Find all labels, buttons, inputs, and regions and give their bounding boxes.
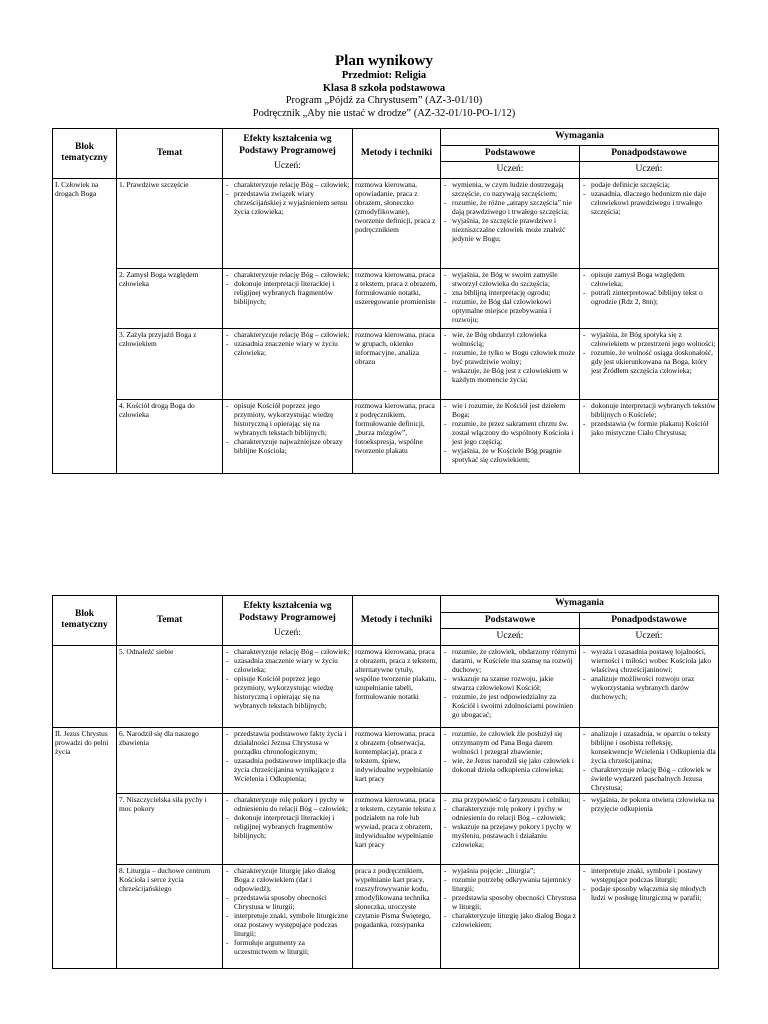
- cell-efekty: [223, 178, 353, 268]
- cell-podstawowe: [441, 645, 580, 727]
- col-header-metody-label: Metody i techniki: [360, 614, 433, 625]
- list-item: - dokonuje interpretacji literackiej i religijnej wybranych fragmentów biblijnych;: [225, 813, 350, 840]
- list-item: - przedstawia sposoby obecności Chrystusa w liturgii;: [225, 893, 350, 911]
- list-item: - formułuje argumenty za uczestnictwem w liturgii;: [225, 938, 350, 956]
- uczen-label: Uczeń:: [635, 164, 663, 175]
- blok-text: II. Jezus Chrystus prowadzi do pełni życia: [55, 728, 109, 756]
- list-item: - przedstawia związek wiary chrześcijańskiej z wyjaśnieniem sensu życia człowieka;: [225, 189, 350, 216]
- list-item: - charakteryzuje relację Bóg – człowiek;: [225, 270, 350, 279]
- temat-text: 7. Niszczycielska siła pychy i moc pokory: [119, 794, 207, 813]
- cell-ponadpodstawowe-list: [582, 866, 716, 902]
- list-item: - rozumie, że człowiek źle posłużył się otrzymanym od Pana Boga darem wolności i przegrał zbawienie;: [443, 729, 577, 756]
- list-item: - przedstawia (w formie plakatu) Kościół jako mistyczne Ciało Chrystusa;: [582, 419, 716, 437]
- list-item: - charakteryzuje relację Bóg – człowiek;: [225, 330, 350, 339]
- plan-table-1: [52, 128, 719, 474]
- cell-efekty: [223, 727, 353, 793]
- col-header-podstawowe: [441, 612, 580, 629]
- uczen-cell: [441, 629, 580, 646]
- col-header-podstawowe-label: Podstawowe: [484, 147, 536, 158]
- table-row: [53, 178, 719, 268]
- cell-ponadpodstawowe-list: [582, 729, 716, 792]
- cell-blok: [53, 645, 117, 727]
- document-title: Plan wynikowy: [335, 53, 433, 69]
- list-item: - dokonuje interpretacji literackiej i religijnej wybranych fragmentów biblijnych;: [225, 279, 350, 306]
- cell-ponadpodstawowe: [580, 399, 719, 473]
- col-header-temat-label: Temat: [156, 614, 183, 625]
- blok-text: I. Człowiek na drogach Boga: [55, 179, 99, 198]
- cell-podstawowe: [441, 864, 580, 968]
- list-item: - charakteryzuje najważniejsze obrazy biblijne Kościoła;: [225, 437, 350, 455]
- cell-ponadpodstawowe-list: [582, 795, 716, 813]
- temat-text: 5. Odnaleźć siebie: [119, 646, 174, 656]
- col-header-wymagania-label: Wymagania: [555, 598, 604, 608]
- col-header-metody: [353, 596, 441, 646]
- list-item: - przedstawia sposoby obecności Chrystusa w liturgii;: [443, 893, 577, 911]
- cell-metody: [353, 727, 441, 793]
- metody-text: rozmowa kierowana, praca w grupach, okienko informacyjne, analiza obrazu: [355, 329, 435, 366]
- cell-podstawowe: [441, 178, 580, 268]
- col-header-podstawowe: [441, 145, 580, 162]
- table-row: [53, 268, 719, 328]
- list-item: - wyjaśnia, że w Kościele Bóg pragnie spotykać się człowiekiem;: [443, 446, 577, 464]
- list-item: - rozumie, że jest odpowiedzialny za Kościół i swoimi zdolnościami powinien go ubogacać;: [443, 692, 577, 719]
- uczen-label: Uczeń:: [274, 161, 301, 172]
- uczen-cell: [580, 162, 719, 179]
- list-item: - opisuje Kościół poprzez jego przymioty, wykorzystując wiedzę historyczną i opierając się na wybranych tekstach biblijnych;: [225, 674, 350, 710]
- class-line: Klasa 8 szkoła podstawowa: [322, 82, 446, 94]
- metody-text: rozmowa kierowana, praca z obrazem (obserwacja, kontemplacja), praca z tekstem, śpiew, indywidualne wypełnianie kart pracy: [355, 728, 435, 783]
- table-row: [53, 645, 719, 727]
- cell-ponadpodstawowe-list: [582, 180, 716, 216]
- list-item: - wie, że Bóg obdarzył człowieka wolnością;: [443, 330, 577, 348]
- list-item: - charakteryzuje relację Bóg – człowiek;: [225, 647, 350, 656]
- list-item: - wyjaśnia, że szczęście prawdziwe i niezniszczalne człowiek może znaleźć jedynie w Bogu;: [443, 216, 577, 243]
- list-item: - wymienia, w czym ludzie dostrzegają szczęście, co nazywają szczęściem;: [443, 180, 577, 198]
- list-item: - uzasadnia podstawowe implikacje dla życia chrześcijanina wynikające z Wcielenia i Odkupienia;: [225, 756, 350, 783]
- col-header-wymagania-label: Wymagania: [555, 131, 604, 141]
- col-header-wymagania: [441, 596, 719, 613]
- list-item: - wyjaśnia, że pokora otwiera człowieka na przyjęcie odkupienia: [582, 795, 716, 813]
- cell-metody: [353, 328, 441, 399]
- program-line: Program „Pójdź za Chrystusem” (AZ-3-01/10): [285, 95, 483, 107]
- col-header-metody: [353, 129, 441, 179]
- list-item: - potrafi zinterpretować biblijny tekst o ogrodzie (Rdz 2, 8nn);: [582, 288, 716, 306]
- cell-temat: [117, 645, 223, 727]
- uczen-cell: [580, 629, 719, 646]
- list-item: - dokonuje interpretacji wybranych tekstów biblijnych o Kościele;: [582, 401, 716, 419]
- cell-efekty-list: [225, 647, 350, 710]
- list-item: - wyjaśnia, że Bóg spotyka się z człowiekiem w przestrzeni jego wolności;: [582, 330, 716, 348]
- list-item: - podaje definicje szczęścia;: [582, 180, 716, 189]
- cell-blok: [53, 178, 117, 473]
- cell-podstawowe: [441, 399, 580, 473]
- temat-text: 6. Narodził się dla naszego zbawienia: [119, 728, 199, 747]
- list-item: - wskazuje na szanse rozwoju, jakie stwarza człowiekowi Kościół;: [443, 674, 577, 692]
- list-item: - interpretuje znaki, symbole liturgiczne oraz postawy występujące podczas liturgii;: [225, 911, 350, 938]
- document-header: [0, 52, 768, 120]
- cell-ponadpodstawowe: [580, 178, 719, 268]
- cell-metody: [353, 645, 441, 727]
- metody-text: rozmowa kierowana, praca z obrazem, praca z tekstem, alternatywne tytuły, wspólne tworzenie plakatu, uzupełnianie tabeli, formułowanie notatki: [355, 646, 438, 701]
- metody-text: praca z podręcznikiem, wypełnianie kart pracy, rozszyfrowywanie kodu, zmodyfikowana technika słoneczka, uroczyste czytanie Pisma Świętego, pogadanka, rozsypanka: [355, 865, 431, 930]
- uczen-cell: [441, 162, 580, 179]
- col-header-efekty: [223, 596, 353, 646]
- col-header-ponadpodstawowe-label: Ponadpodstawowe: [611, 614, 687, 625]
- list-item: - wyraża i uzasadnia postawę lojalności, wierności i miłości wobec Kościoła jako właściwą chrześcijaninowi;: [582, 647, 716, 674]
- metody-text: rozmowa kierowana, praca z tekstem, praca z obrazem, formułowanie notatki, uszeregowanie promieniste: [355, 269, 438, 306]
- temat-text: 2. Zamysł Boga względem człowieka: [119, 269, 199, 288]
- col-header-blok-label: Blok tematyczny: [61, 141, 108, 164]
- col-header-efekty-label: Efekty kształcenia wg Podstawy Programowej: [239, 134, 336, 156]
- cell-efekty-list: [225, 180, 350, 216]
- cell-efekty-list: [225, 330, 350, 357]
- cell-efekty-list: [225, 270, 350, 306]
- temat-text: 3. Zażyła przyjaźń Boga z człowiekiem: [119, 329, 197, 348]
- col-header-efekty-label: Efekty kształcenia wg Podstawy Programowej: [239, 601, 336, 623]
- cell-podstawowe-list: [443, 401, 577, 464]
- cell-efekty-list: [225, 729, 350, 783]
- uczen-label: Uczeń:: [274, 628, 301, 639]
- cell-podstawowe: [441, 793, 580, 864]
- cell-podstawowe-list: [443, 270, 577, 324]
- cell-efekty: [223, 793, 353, 864]
- cell-podstawowe-list: [443, 729, 577, 774]
- table-row: [53, 399, 719, 473]
- uczen-label: Uczeń:: [496, 631, 524, 642]
- list-item: - uzasadnia, dlaczego hedonizm nie daje człowiekowi prawdziwego i trwałego szczęścia;: [582, 189, 716, 216]
- cell-blok: [53, 727, 117, 968]
- list-item: - charakteryzuje rolę pokory i pychy w odniesieniu do relacji Bóg – człowiek;: [225, 795, 350, 813]
- list-item: - zna biblijną interpretację ogrodu;: [443, 288, 577, 297]
- subject-line: Przedmiot: Religia: [341, 70, 427, 81]
- cell-temat: [117, 268, 223, 328]
- list-item: - rozumie, że człowiek, obdarzony różnymi darami, w Kościele ma szansę na rozwój duchowy;: [443, 647, 577, 674]
- list-item: - opisuje zamysł Boga względem człowieka;: [582, 270, 716, 288]
- cell-ponadpodstawowe: [580, 268, 719, 328]
- col-header-temat: [117, 596, 223, 646]
- table-row: [53, 328, 719, 399]
- cell-ponadpodstawowe: [580, 328, 719, 399]
- col-header-ponadpodstawowe: [580, 612, 719, 629]
- cell-metody: [353, 793, 441, 864]
- list-item: - rozumie potrzebę odkrywania tajemnicy liturgii;: [443, 875, 577, 893]
- cell-efekty-list: [225, 401, 350, 455]
- list-item: - wie, że Jezus narodził się jako człowiek i dokonał dzieła odkupienia człowieka;: [443, 756, 577, 774]
- col-header-ponadpodstawowe: [580, 145, 719, 162]
- cell-efekty-list: [225, 795, 350, 840]
- col-header-temat-label: Temat: [156, 147, 183, 158]
- cell-podstawowe-list: [443, 866, 577, 929]
- list-item: - analizuje i uzasadnia, w oparciu o teksty biblijne i osobista refleksję, konsekwencje Wcielenia i Odkupienia dla życia chrześcijanina;: [582, 729, 716, 765]
- list-item: - podaje sposoby włączenia się młodych ludzi w posługę liturgiczną w parafii;: [582, 884, 716, 902]
- cell-efekty: [223, 328, 353, 399]
- list-item: - rozumie, że wolność osiąga doskonałość, gdy jest ukierunkowana na Boga, który jest Źródłem szczęścia człowieka;: [582, 348, 716, 375]
- list-item: - wie i rozumie, że Kościół jest dziełem Boga;: [443, 401, 577, 419]
- list-item: - charakteryzuje liturgię jako dialog Boga z człowiekiem (dar i odpowiedź);: [225, 866, 350, 893]
- textbook-line: Podręcznik „Aby nie ustać w drodze” (AZ-32-01/10-PO-1/12): [252, 107, 516, 119]
- col-header-blok: [53, 596, 117, 646]
- cell-efekty: [223, 399, 353, 473]
- cell-podstawowe-list: [443, 330, 577, 384]
- cell-podstawowe-list: [443, 795, 577, 849]
- list-item: - zna przypowieść o faryzeuszu i celniku;: [443, 795, 577, 804]
- table-row: [53, 727, 719, 793]
- table-row: [53, 793, 719, 864]
- col-header-blok: [53, 129, 117, 179]
- temat-text: 1. Prawdziwe szczęście: [119, 179, 189, 189]
- cell-ponadpodstawowe-list: [582, 330, 716, 375]
- list-item: - wskazuje, że Bóg jest z człowiekiem w każdym momencie życia;: [443, 366, 577, 384]
- cell-metody: [353, 864, 441, 968]
- plan-table-2: [52, 595, 719, 969]
- metody-text: rozmowa kierowana, praca z tekstem, czytanie tekstu z podziałem na role lub wywiad, praca z obrazem, indywidualne wypełnianie kart pracy: [355, 794, 437, 850]
- list-item: - analizuje możliwości rozwoju oraz wykorzystania wybranych darów duchowych;: [582, 674, 716, 701]
- list-item: - charakteryzuje relację Bóg – człowiek;: [225, 180, 350, 189]
- list-item: - charakteryzuje relację Bóg – człowiek w świetle wydarzeń paschalnych Jezusa Chrystusa;: [582, 765, 716, 792]
- temat-text: 8. Liturgia – duchowe centrum Kościoła i serce życia chrześcijańskiego: [119, 865, 211, 894]
- cell-metody: [353, 178, 441, 268]
- cell-efekty: [223, 864, 353, 968]
- col-header-podstawowe-label: Podstawowe: [484, 614, 536, 625]
- list-item: - rozumie, że różne „atrapy szczęścia” nie dają prawdziwego i trwałego szczęścia;: [443, 198, 577, 216]
- list-item: - charakteryzuje liturgię jako dialog Boga z człowiekiem;: [443, 911, 577, 929]
- col-header-wymagania: [441, 129, 719, 146]
- list-item: - charakteryzuje rolę pokory i pychy w odniesieniu do relacji Bóg – człowiek;: [443, 804, 577, 822]
- cell-podstawowe-list: [443, 647, 577, 719]
- cell-ponadpodstawowe-list: [582, 401, 716, 437]
- cell-efekty-list: [225, 866, 350, 956]
- list-item: - wyjaśnia pojęcie: „liturgia”;: [443, 866, 577, 875]
- list-item: - wskazuje na przejawy pokory i pychy w myśleniu, postawach i działaniu człowieka;: [443, 822, 577, 849]
- cell-ponadpodstawowe-list: [582, 647, 716, 701]
- list-item: - rozumie, że przez sakrament chrztu św. został włączony do wspólnoty Kościoła i jest jego częścią;: [443, 419, 577, 446]
- cell-ponadpodstawowe: [580, 727, 719, 793]
- col-header-efekty: [223, 129, 353, 179]
- cell-temat: [117, 399, 223, 473]
- metody-text: rozmowa kierowana, praca z podręcznikiem, formułowanie definicji, „burza mózgów”, fotoekspresja, wspólne tworzenie plakatu: [355, 400, 435, 455]
- cell-metody: [353, 399, 441, 473]
- cell-temat: [117, 864, 223, 968]
- list-item: - rozumie, że tylko w Bogu człowiek może być prawdziwie wolny;: [443, 348, 577, 366]
- list-item: - opisuje Kościół poprzez jego przymioty, wykorzystując wiedzę historyczną i opierając się na wybranych tekstach biblijnych;: [225, 401, 350, 437]
- cell-ponadpodstawowe: [580, 793, 719, 864]
- col-header-temat: [117, 129, 223, 179]
- cell-temat: [117, 328, 223, 399]
- table-row: [53, 864, 719, 968]
- header-row: [53, 596, 719, 613]
- list-item: - przedstawia podstawowe fakty życia i działalności Jezusa Chrystusa w porządku chronologicznym;: [225, 729, 350, 756]
- list-item: - interpretuje znaki, symbole i postawy występujące podczas liturgii;: [582, 866, 716, 884]
- cell-temat: [117, 793, 223, 864]
- cell-podstawowe: [441, 328, 580, 399]
- list-item: - wyjaśnia, że Bóg w swoim zamyśle stworzył człowieka do szczęścia;: [443, 270, 577, 288]
- cell-podstawowe: [441, 268, 580, 328]
- list-item: - rozumie, że Bóg dał człowiekowi optymalne miejsce przebywania i rozwoju;: [443, 297, 577, 324]
- cell-podstawowe-list: [443, 180, 577, 243]
- col-header-metody-label: Metody i techniki: [360, 147, 433, 158]
- metody-text: rozmowa kierowana, opowiadanie, praca z obrazem, słoneczko (zmodyfikowane), tworzenie definicji, praca z podręcznikiem: [355, 179, 436, 234]
- uczen-label: Uczeń:: [635, 631, 663, 642]
- cell-ponadpodstawowe-list: [582, 270, 716, 306]
- col-header-ponadpodstawowe-label: Ponadpodstawowe: [611, 147, 687, 158]
- cell-ponadpodstawowe: [580, 645, 719, 727]
- header-row: [53, 129, 719, 146]
- cell-temat: [117, 178, 223, 268]
- col-header-blok-label: Blok tematyczny: [61, 608, 108, 631]
- list-item: - uzasadnia znaczenie wiary w życiu człowieka;: [225, 339, 350, 357]
- cell-efekty: [223, 268, 353, 328]
- temat-text: 4. Kościół drogą Boga do człowieka: [119, 400, 195, 419]
- cell-podstawowe: [441, 727, 580, 793]
- cell-metody: [353, 268, 441, 328]
- cell-ponadpodstawowe: [580, 864, 719, 968]
- cell-efekty: [223, 645, 353, 727]
- uczen-label: Uczeń:: [496, 164, 524, 175]
- cell-temat: [117, 727, 223, 793]
- list-item: - uzasadnia znaczenie wiary w życiu człowieka;: [225, 656, 350, 674]
